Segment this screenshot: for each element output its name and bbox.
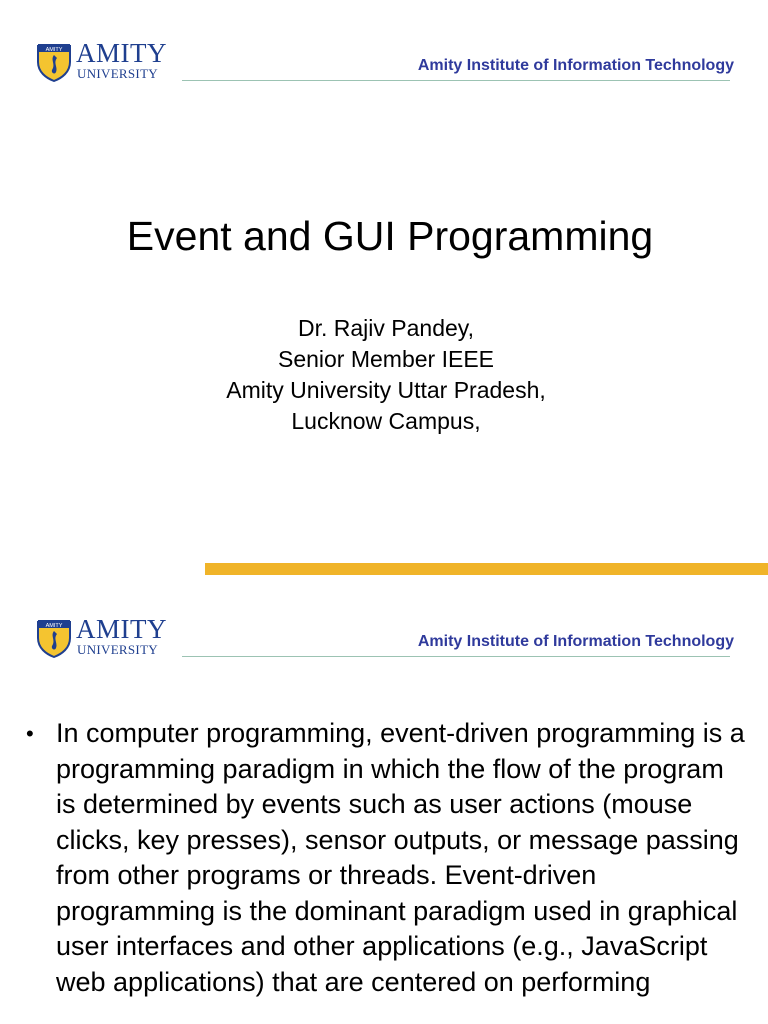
bullet-list [26, 716, 746, 1000]
crest-text: AMITY [45, 623, 63, 629]
logo-subtitle: UNIVERSITY [77, 66, 158, 81]
author-line: Senior Member IEEE [277, 346, 495, 372]
author-line: Amity University Uttar Pradesh, [226, 377, 546, 403]
author-line: Dr. Rajiv Pandey, [298, 315, 474, 341]
amity-crest-icon [36, 616, 72, 658]
institute-name: Amity Institute of Information Technology [417, 633, 734, 650]
list-item [26, 716, 746, 1000]
content-slide [0, 576, 768, 1024]
bullet-symbol: • [26, 721, 34, 746]
logo-wordmark: AMITY [76, 614, 167, 644]
header-divider [182, 80, 730, 81]
crest-text: AMITY [45, 47, 63, 53]
accent-bar [205, 563, 768, 575]
logo-subtitle: UNIVERSITY [77, 642, 158, 657]
institute-name: Amity Institute of Information Technology [417, 57, 734, 74]
amity-logo [36, 40, 176, 84]
amity-crest-icon [36, 40, 72, 82]
logo-wordmark: AMITY [76, 38, 167, 68]
header-divider [182, 656, 730, 657]
amity-logo [36, 616, 176, 660]
slide-title: Event and GUI Programming [126, 213, 654, 259]
bullet-text: In computer programming, event-driven programming is a programming paradigm in which the flow of the program is determined by events such as user actions (mouse clicks, key presses), sensor outputs, or message passing from other programs or threads. Event-driven programming is the dominant paradigm used in graphical user interfaces and other applications (e.g., JavaScript web applications) that are centered on performing [56, 718, 745, 997]
author-block [0, 313, 768, 437]
author-line: Lucknow Campus, [291, 408, 481, 434]
